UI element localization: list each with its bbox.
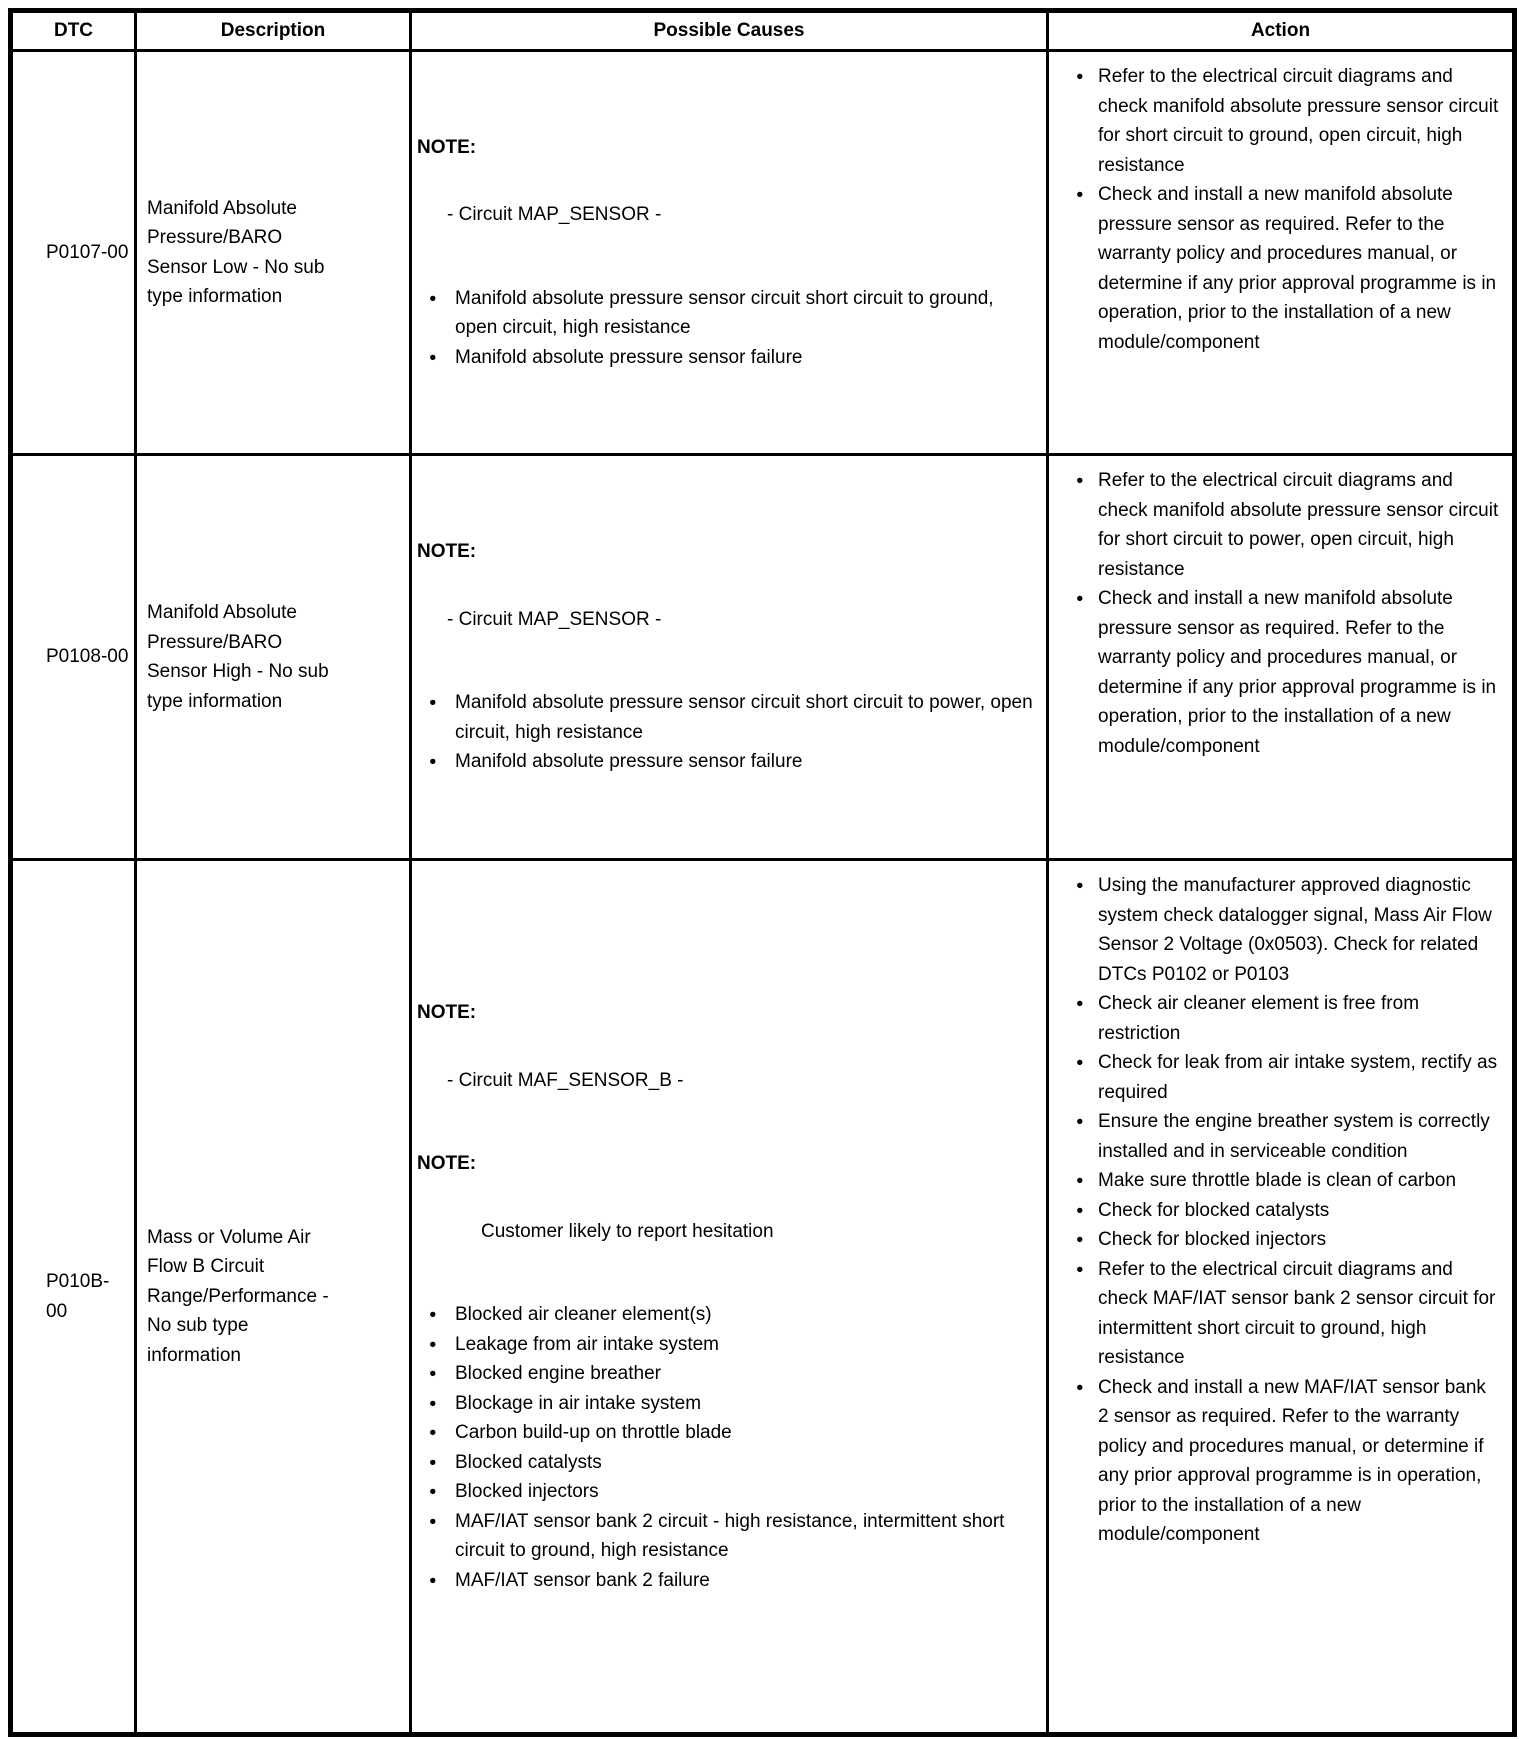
bullet-icon: ● — [1076, 1173, 1084, 1187]
action-item — [1076, 466, 1500, 584]
note-circuit-text: - Circuit MAF_SENSOR_B - — [447, 1069, 684, 1091]
bullet-icon: ● — [1076, 1261, 1084, 1276]
cause-item — [429, 1330, 1036, 1360]
cause-item — [429, 1359, 1036, 1389]
cause-item — [429, 1418, 1036, 1448]
cause-text: Manifold absolute pressure sensor circuit short circuit to power, open circuit, high resistance — [455, 692, 1033, 743]
action-item — [1076, 871, 1500, 989]
bullet-icon: ● — [1076, 1114, 1084, 1128]
action-item — [1076, 1225, 1500, 1255]
cause-item — [429, 1507, 1036, 1566]
cause-text: Blockage in air intake system — [455, 1392, 702, 1414]
dtc-code: P0107-00 — [11, 51, 136, 455]
action-list — [1054, 466, 1500, 761]
action-text: Refer to the electrical circuit diagrams and check MAF/IAT sensor bank 2 sensor circuit for intermittent short circuit to ground, high resistance — [1098, 1258, 1496, 1368]
note-label: NOTE: — [417, 1153, 477, 1174]
bullet-icon: ● — [429, 349, 437, 364]
dtc-code: P0108-00 — [11, 455, 136, 860]
bullet-icon: ● — [429, 1336, 437, 1351]
cause-item — [429, 1300, 1036, 1330]
action-list — [1054, 871, 1500, 1550]
action-item — [1076, 1048, 1500, 1107]
bullet-icon: ● — [1076, 69, 1084, 83]
note-customer-text: Customer likely to report hesitation — [481, 1220, 774, 1242]
action-text: Check for blocked catalysts — [1098, 1199, 1330, 1221]
action-text: Make sure throttle blade is clean of carbon — [1098, 1170, 1457, 1191]
cause-text: Blocked injectors — [455, 1481, 599, 1502]
action-text: Using the manufacturer approved diagnostic system check datalogger signal, Mass Air Flow Sensor 2 Voltage (0x0503). Check for related DTCs P0102 or P0103 — [1098, 875, 1492, 985]
bullet-icon: ● — [1076, 878, 1084, 892]
action-text: Check air cleaner element is free from restriction — [1098, 993, 1420, 1044]
bullet-icon: ● — [1076, 187, 1084, 201]
column-header-possible-causes: Possible Causes — [411, 11, 1048, 51]
bullet-icon: ● — [1076, 996, 1084, 1010]
bullet-icon: ● — [429, 1425, 437, 1439]
action-text: Check and install a new MAF/IAT sensor bank 2 sensor as required. Refer to the warranty policy and procedures manual, or determine if any prior approval programme is in operation, prior to the installation of a new module/component — [1098, 1376, 1486, 1545]
dtc-description: Manifold Absolute Pressure/BARO Sensor Low - No sub type information — [136, 51, 411, 455]
bullet-icon: ● — [429, 1454, 437, 1469]
dtc-code: P010B-00 — [11, 860, 136, 1735]
cause-item — [429, 284, 1036, 343]
bullet-icon: ● — [429, 1366, 437, 1380]
cause-text: Manifold absolute pressure sensor failure — [455, 346, 803, 368]
bullet-icon: ● — [1076, 591, 1084, 605]
bullet-icon: ● — [429, 1395, 437, 1410]
causes-list — [417, 284, 1036, 373]
action-item — [1076, 1196, 1500, 1226]
action-item — [1076, 1107, 1500, 1166]
bullet-icon: ● — [1076, 1379, 1084, 1394]
column-header-dtc: DTC — [11, 11, 136, 51]
action-text: Check for blocked injectors — [1098, 1229, 1327, 1250]
bullet-icon: ● — [429, 754, 437, 769]
action-item — [1076, 584, 1500, 761]
action-cell — [1048, 455, 1515, 860]
possible-causes-cell — [411, 860, 1048, 1735]
action-text: Refer to the electrical circuit diagrams and check manifold absolute pressure sensor circuit for short circuit to ground, open circuit, high resistance — [1098, 66, 1499, 176]
action-item — [1076, 62, 1500, 180]
bullet-icon: ● — [429, 290, 437, 305]
note-label: NOTE: — [417, 541, 477, 563]
cause-text: Carbon build-up on throttle blade — [455, 1422, 732, 1443]
cause-item — [429, 688, 1036, 747]
possible-causes-cell — [411, 455, 1048, 860]
cause-item — [429, 1477, 1036, 1507]
table-row-p010b — [11, 860, 1515, 1735]
cause-item — [429, 747, 1036, 777]
cause-text: Leakage from air intake system — [455, 1333, 720, 1355]
cause-text: Manifold absolute pressure sensor circuit short circuit to ground, open circuit, high resistance — [455, 287, 994, 339]
bullet-icon: ● — [1076, 1055, 1084, 1069]
bullet-icon: ● — [429, 1484, 437, 1498]
dtc-table — [8, 8, 1517, 1737]
bullet-icon: ● — [1076, 473, 1084, 487]
note-circuit-text: - Circuit MAP_SENSOR - — [447, 608, 662, 630]
action-text: Check for leak from air intake system, rectify as required — [1098, 1052, 1498, 1103]
action-item — [1076, 989, 1500, 1048]
action-cell — [1048, 51, 1515, 455]
action-list — [1054, 62, 1500, 357]
action-text: Check and install a new manifold absolute pressure sensor as required. Refer to the warranty policy and procedures manual, or determine if any prior approval programme is in operation, prior to the installation of a new module/component — [1098, 184, 1497, 353]
note-label: NOTE: — [417, 1002, 477, 1023]
cause-item — [429, 1566, 1036, 1596]
cause-item — [429, 1448, 1036, 1478]
bullet-icon: ● — [429, 1513, 437, 1528]
cause-text: Blocked air cleaner element(s) — [455, 1304, 712, 1325]
possible-causes-cell — [411, 51, 1048, 455]
cause-text: Blocked catalysts — [455, 1451, 602, 1473]
cause-item — [429, 1389, 1036, 1419]
bullet-icon: ● — [1076, 1202, 1084, 1217]
cause-text: Manifold absolute pressure sensor failure — [455, 751, 803, 773]
action-text: Check and install a new manifold absolute pressure sensor as required. Refer to the warranty policy and procedures manual, or determine if any prior approval programme is in operation, prior to the installation of a new module/component — [1098, 588, 1497, 757]
action-item — [1076, 1373, 1500, 1550]
column-header-action: Action — [1048, 11, 1515, 51]
note-circuit-text: - Circuit MAP_SENSOR - — [447, 204, 662, 226]
dtc-description: Mass or Volume Air Flow B Circuit Range/Performance - No sub type information — [136, 860, 411, 1735]
column-header-description: Description — [136, 11, 411, 51]
action-item — [1076, 1166, 1500, 1196]
table-row-p0107 — [11, 51, 1515, 455]
action-text: Ensure the engine breather system is correctly installed and in serviceable condition — [1098, 1111, 1490, 1162]
cause-text: Blocked engine breather — [455, 1363, 661, 1384]
cause-text: MAF/IAT sensor bank 2 failure — [455, 1569, 710, 1591]
table-row-p0108 — [11, 455, 1515, 860]
bullet-icon: ● — [429, 1572, 437, 1587]
note-label: NOTE: — [417, 136, 477, 158]
action-item — [1076, 1255, 1500, 1373]
dtc-description: Manifold Absolute Pressure/BARO Sensor High - No sub type information — [136, 455, 411, 860]
causes-list — [417, 688, 1036, 777]
bullet-icon: ● — [429, 1307, 437, 1321]
action-item — [1076, 180, 1500, 357]
action-cell — [1048, 860, 1515, 1735]
causes-list — [417, 1300, 1036, 1595]
cause-text: MAF/IAT sensor bank 2 circuit - high resistance, intermittent short circuit to ground, high resistance — [455, 1510, 1005, 1561]
cause-item — [429, 343, 1036, 373]
bullet-icon: ● — [1076, 1232, 1084, 1246]
header-row — [11, 11, 1515, 51]
bullet-icon: ● — [429, 695, 437, 710]
action-text: Refer to the electrical circuit diagrams and check manifold absolute pressure sensor circuit for short circuit to power, open circuit, high resistance — [1098, 470, 1499, 580]
